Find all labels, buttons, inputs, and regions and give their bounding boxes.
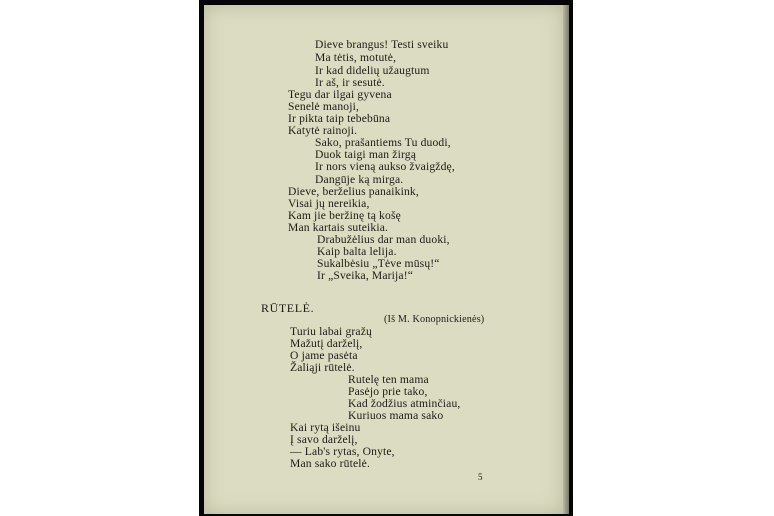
poem1-line: Kam jie beržinę tą košę (288, 209, 401, 222)
poem1-line: Duok taigi man žirgą (315, 148, 416, 161)
poem1-line: Katytė rainoji. (288, 124, 358, 137)
poem1-line: Ir pikta taip tebebūna (288, 112, 391, 125)
poem1-line: Ir aš, ir sesutė. (315, 76, 385, 89)
poem1-line: Ir kad didelių užaugtum (315, 64, 430, 77)
poem1-line: Sukalbėsiu „Tėve mūsų!“ (317, 257, 440, 270)
page-edge (563, 5, 569, 514)
poem1-line: Ma tėtis, motutė, (315, 51, 397, 64)
poem2-attribution: (Iš M. Konopnickienės) (384, 314, 485, 325)
poem2-title: RŪTELĖ. (261, 301, 315, 315)
poem2-line: O jame pasėta (290, 349, 358, 362)
poem1-line: Dieve brangus! Testi sveiku (315, 38, 449, 51)
poem2-line: — Lab's rytas, Onyte, (290, 445, 395, 458)
poem1-line: Ir „Sveika, Marija!“ (317, 269, 414, 282)
poem2-line: Pasėjo prie tako, (348, 385, 428, 398)
poem1-line: Ir nors vieną aukso žvaigždę, (315, 160, 455, 173)
poem1-line: Tegu dar ilgai gyvena (288, 88, 392, 101)
poem1-line: Kaip balta lelija. (317, 245, 397, 258)
poem2-line: Kai rytą išeinu (290, 421, 361, 434)
poem1-line: Dieve, berželius panaikink, (288, 185, 419, 198)
poem2-line: Turiu labai gražų (290, 325, 372, 338)
page-number: 5 (478, 472, 483, 482)
poem2-line: Mažutį darželį, (290, 337, 363, 350)
poem2-line: Į savo darželį, (290, 433, 358, 446)
poem1-line: Senelė manoji, (288, 100, 360, 113)
poem1-line: Visai jų nereikia, (288, 197, 370, 210)
poem2-line: Žaliąji rūtelė. (290, 361, 355, 374)
poem2-line: Man sako rūtelė. (290, 457, 370, 470)
poem2-line: Kad žodžius atminčiau, (348, 397, 461, 410)
poem2-line: Rutelę ten mama (348, 373, 429, 386)
poem1-line: Drabužėlius dar man duoki, (317, 233, 450, 246)
poem1-line: Dangūje ką mirga. (315, 173, 404, 186)
poem1-line: Sako, prašantiems Tu duodi, (315, 136, 451, 149)
poem1-line: Man kartais suteikia. (288, 221, 389, 234)
poem2-line: Kuriuos mama sako (348, 409, 444, 422)
